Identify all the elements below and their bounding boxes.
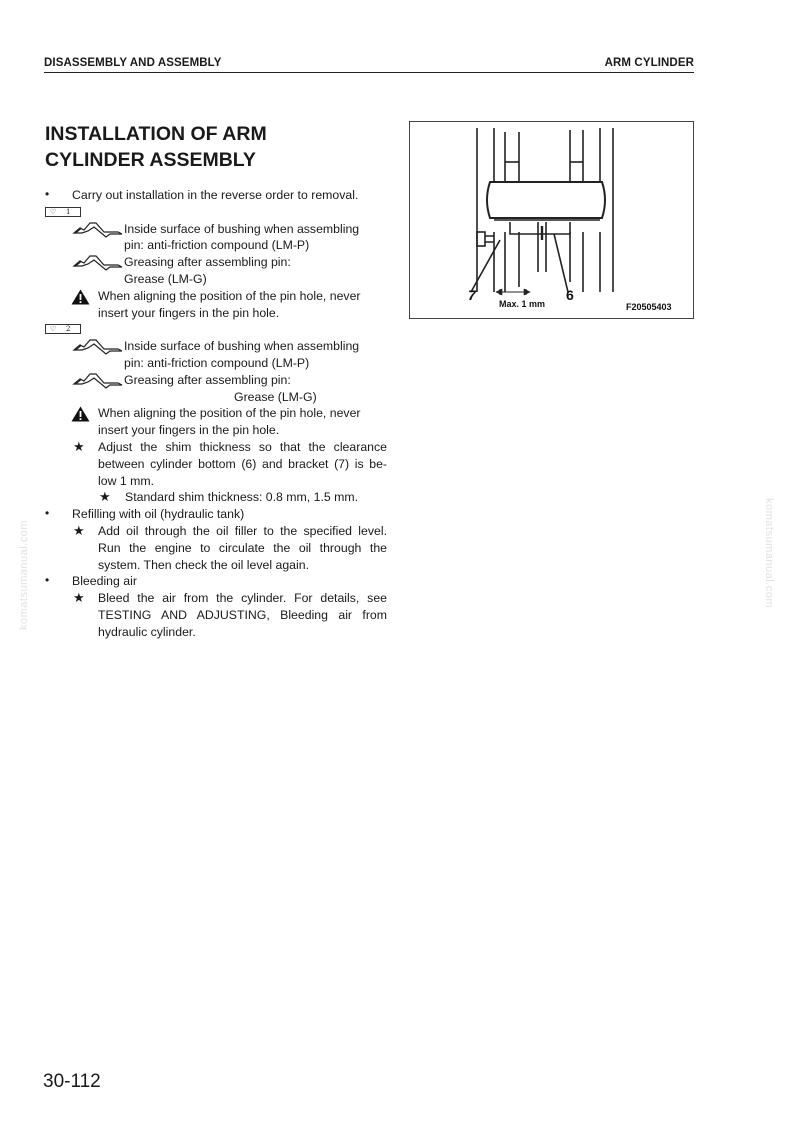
cylinder-bracket-drawing: [410, 122, 695, 320]
refill-heading: Refilling with oil (hydraulic tank): [72, 507, 245, 522]
warning-text: When aligning the position of the pin hole, never: [98, 288, 361, 303]
star-icon: ★: [99, 489, 111, 505]
grease-gun-icon: [72, 336, 124, 356]
watermark-left: komatsumanual.com: [18, 520, 30, 630]
grease-text: Greasing after assembling pin:: [124, 372, 291, 387]
section-title: [45, 121, 365, 173]
step-tag-2-number: 2: [66, 325, 71, 334]
grease-line: [44, 254, 389, 271]
intro-text: Carry out installation in the reverse order to removal.: [72, 188, 359, 202]
adjust-text: Adjust the shim thickness so that the clearance: [98, 439, 387, 454]
grease-gun-icon: [72, 219, 124, 239]
warning-icon: [71, 289, 90, 305]
page-header: [44, 57, 694, 73]
bleed-text: hydraulic cylinder.: [98, 624, 196, 639]
warning-line: [44, 288, 389, 305]
grease-line: [44, 372, 389, 389]
refill-step: [44, 506, 389, 523]
warning-line: [44, 405, 389, 422]
grease-text: Grease (LM-G): [234, 389, 317, 404]
bleed-text: TESTING AND ADJUSTING, Bleeding air from: [98, 607, 387, 622]
refill-text: system. Then check the oil level again.: [98, 557, 309, 572]
watermark-right: komatsumanual.com: [763, 498, 775, 608]
step-tag-1-number: 1: [66, 207, 71, 216]
title-line-2: CYLINDER ASSEMBLY: [45, 149, 256, 171]
star-icon: ★: [73, 438, 85, 454]
grease-text: Greasing after assembling pin:: [124, 255, 291, 270]
arm-cylinder-figure: [409, 121, 694, 319]
warning-icon: [71, 406, 90, 422]
bleed-step: [44, 573, 389, 590]
grease-text: Grease (LM-G): [124, 271, 207, 286]
grease-text: Inside surface of bushing when assembling: [124, 339, 360, 354]
part-label-6: 6: [566, 287, 574, 303]
clearance-dimension-label: Max. 1 mm: [499, 299, 546, 309]
step-tag-1: ♡ 1: [45, 207, 81, 217]
shim-text: Standard shim thickness: 0.8 mm, 1.5 mm.: [125, 490, 359, 505]
star-icon: ★: [73, 522, 85, 538]
header-component-title: ARM CYLINDER: [604, 57, 694, 69]
title-line-1: INSTALLATION OF ARM: [45, 123, 267, 145]
figure-id: F20505403: [626, 302, 672, 312]
grease-line: [44, 221, 389, 238]
warning-text: insert your fingers in the pin hole.: [98, 305, 280, 320]
intro-step: [44, 187, 389, 204]
step-tag-2: ♡ 2: [45, 324, 81, 334]
part-label-7: 7: [468, 287, 476, 303]
shim-line: [44, 489, 389, 506]
grease-line: [44, 338, 389, 355]
grease-gun-icon: [72, 370, 124, 390]
adjust-line: [44, 439, 389, 456]
page-number: 30-112: [43, 1071, 101, 1092]
bullet-icon: •: [45, 187, 50, 201]
bleed-text: Bleed the air from the cylinder. For details, see: [98, 591, 387, 606]
grease-text: Inside surface of bushing when assembling: [124, 221, 360, 236]
bullet-icon: •: [45, 506, 50, 521]
adjust-text: low 1 mm.: [98, 473, 155, 488]
grease-text: pin: anti-friction compound (LM-P): [124, 355, 310, 370]
refill-text: Add oil through the oil filler to the specified level.: [98, 523, 387, 538]
warning-text: When aligning the position of the pin hole, never: [98, 406, 361, 421]
grease-text: pin: anti-friction compound (LM-P): [124, 238, 310, 253]
star-icon: ★: [73, 590, 85, 606]
grease-gun-icon: [72, 252, 124, 272]
bleed-heading: Bleeding air: [72, 574, 137, 589]
refill-text: Run the engine to circulate the oil through the: [98, 540, 387, 555]
warning-text: insert your fingers in the pin hole.: [98, 423, 280, 438]
procedure-text: [44, 187, 389, 641]
header-section-title: DISASSEMBLY AND ASSEMBLY: [44, 57, 222, 69]
bullet-icon: •: [45, 573, 50, 588]
adjust-text: between cylinder bottom (6) and bracket (7) is be-: [98, 456, 387, 471]
